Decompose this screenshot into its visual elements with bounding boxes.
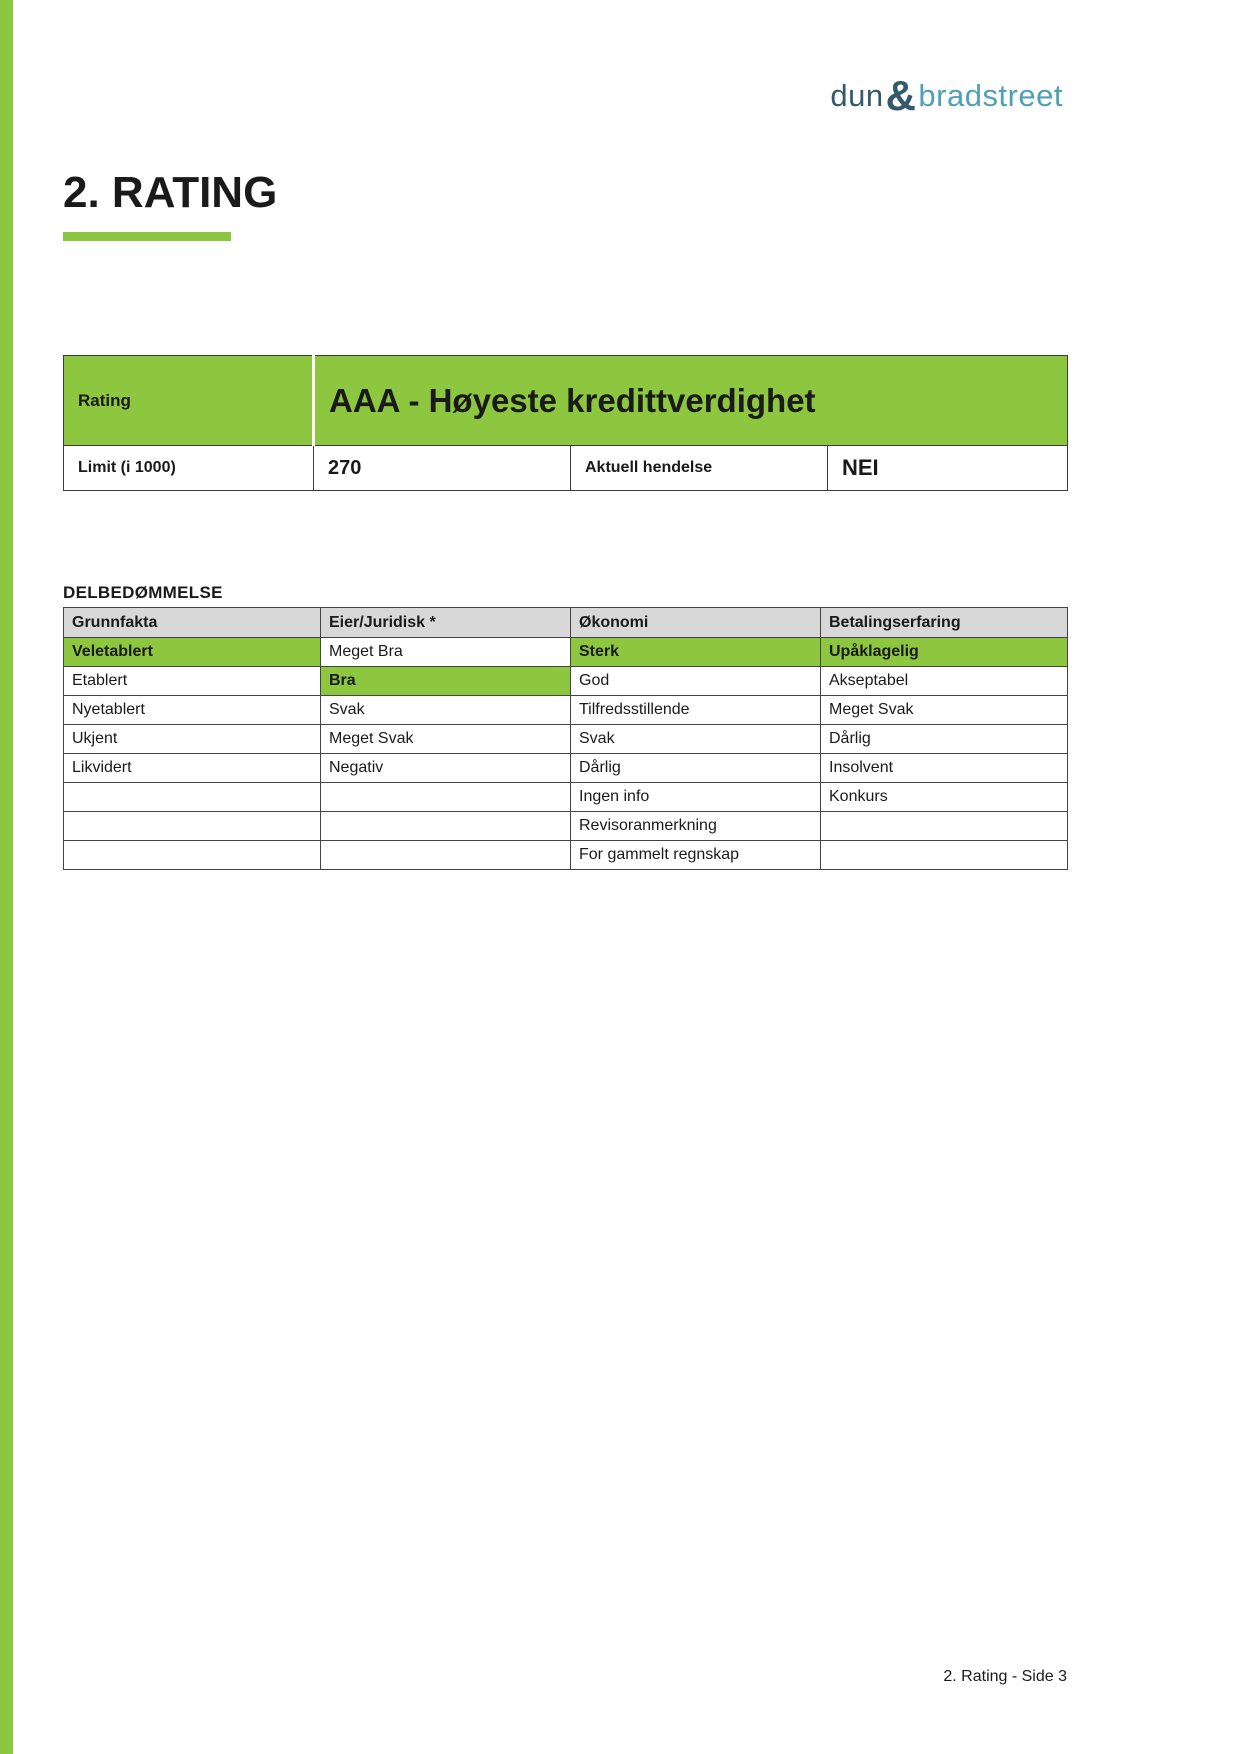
table-cell: Ingen info [571, 783, 821, 812]
table-cell: Meget Bra [321, 638, 571, 667]
table-cell [821, 841, 1068, 870]
event-label-cell: Aktuell hendelse [571, 446, 828, 491]
event-value-cell: NEI [828, 446, 1068, 491]
table-cell [64, 783, 321, 812]
table-cell: Insolvent [821, 754, 1068, 783]
title-underline [63, 232, 231, 241]
table-cell [321, 783, 571, 812]
table-cell: Svak [571, 725, 821, 754]
logo-ampersand-icon: & [885, 72, 917, 119]
table-row [64, 783, 1068, 812]
table-cell: Akseptabel [821, 667, 1068, 696]
table-cell: Konkurs [821, 783, 1068, 812]
table-row [64, 812, 1068, 841]
table-cell: Svak [321, 696, 571, 725]
table-cell: Likvidert [64, 754, 321, 783]
table-cell: God [571, 667, 821, 696]
rating-label-cell: Rating [64, 356, 314, 446]
table-cell: Meget Svak [821, 696, 1068, 725]
table-cell: Meget Svak [321, 725, 571, 754]
table-cell [321, 812, 571, 841]
table-cell: Nyetablert [64, 696, 321, 725]
table-cell [64, 812, 321, 841]
rating-table [63, 355, 1068, 491]
column-header-betalingserfaring: Betalingserfaring [821, 608, 1068, 638]
table-cell: Dårlig [821, 725, 1068, 754]
page-title: 2. RATING [63, 168, 278, 217]
column-header-eier-juridisk: Eier/Juridisk * [321, 608, 571, 638]
rating-row [64, 356, 1068, 446]
delbedommelse-title: DELBEDØMMELSE [63, 583, 223, 602]
table-row [64, 841, 1068, 870]
page-footer: 2. Rating - Side 3 [943, 1668, 1067, 1685]
table-row [64, 754, 1068, 783]
table-row [64, 725, 1068, 754]
table-cell: Revisoranmerkning [571, 812, 821, 841]
column-header-okonomi: Økonomi [571, 608, 821, 638]
accent-left-bar [0, 0, 13, 1754]
table-cell: Bra [321, 667, 571, 696]
table-cell: Tilfredsstillende [571, 696, 821, 725]
delbedommelse-table [63, 607, 1068, 870]
limit-value-cell: 270 [314, 446, 571, 491]
rating-value-cell: AAA - Høyeste kredittverdighet [314, 356, 1068, 446]
table-cell: Negativ [321, 754, 571, 783]
table-cell: Sterk [571, 638, 821, 667]
logo-text-bradstreet: bradstreet [918, 78, 1063, 113]
limit-row [64, 446, 1068, 491]
header-row [64, 608, 1068, 638]
limit-label-cell: Limit (i 1000) [64, 446, 314, 491]
table-cell: Veletablert [64, 638, 321, 667]
table-cell: Dårlig [571, 754, 821, 783]
table-cell: For gammelt regnskap [571, 841, 821, 870]
table-row [64, 667, 1068, 696]
table-cell [64, 841, 321, 870]
table-cell: Ukjent [64, 725, 321, 754]
logo-text-dun: dun [830, 78, 884, 113]
table-cell: Upåklagelig [821, 638, 1068, 667]
table-row [64, 696, 1068, 725]
table-row [64, 638, 1068, 667]
table-cell [321, 841, 571, 870]
dnb-logo [830, 68, 1063, 119]
table-cell: Etablert [64, 667, 321, 696]
column-header-grunnfakta: Grunnfakta [64, 608, 321, 638]
table-cell [821, 812, 1068, 841]
